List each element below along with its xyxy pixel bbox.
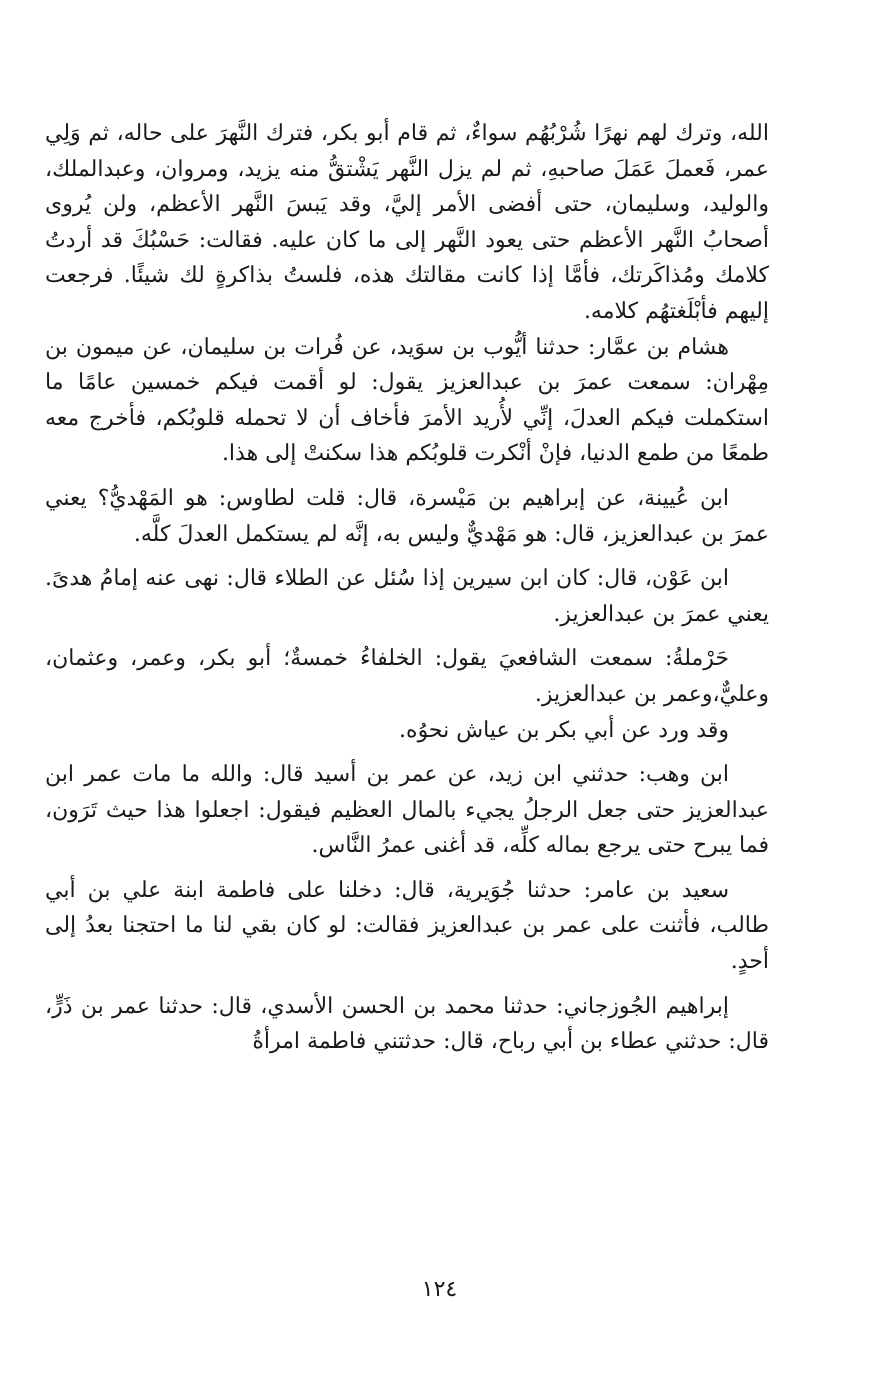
paragraph-7: ابن وهب: حدثني ابن زيد، عن عمر بن أسيد قال: والله ما مات عمر ابن عبدالعزيز حتى جعل الرجلُ يجيء بالمال العظيم فيقول: اجعلوا هذا حيث تَرَون، فما يبرح حتى يرجع بماله كلِّه، قد أغنى عمرُ النَّاس. <box>45 762 769 859</box>
paragraph-9: إبراهيم الجُوزجاني: حدثنا محمد بن الحسن الأسدي، قال: حدثنا عمر بن ذَرٍّ، قال: حدثني عطاء بن أبي رباح، قال: حدثتني فاطمة امرأةُ <box>45 993 769 1055</box>
paragraph-2: هشام بن عمَّار: حدثنا أيُّوب بن سوَيد، عن فُرات بن سليمان، عن ميمون بن مِهْران: سمعت عمرَ بن عبدالعزيز يقول: لو أقمت فيكم خمسين عامًا ما استكملت فيكم العدلَ، إنِّي لأُريد الأمرَ فأخاف أن لا تحمله قلوبُكم، فأخرج معه طمعًا من طمع الدنيا، فإنْ أنْكرت قلوبُكم هذا سكنتْ إلى هذا. <box>45 334 769 467</box>
paragraph-4: ابن عَوْن، قال: كان ابن سيرين إذا سُئل عن الطلاء قال: نهى عنه إمامُ هدىً. يعني عمرَ بن عبدالعزيز. <box>45 566 769 627</box>
body-text <box>45 116 769 1060</box>
page-number: ١٢٤ <box>421 1277 458 1302</box>
paragraph-1: الله، وترك لهم نهرًا شُرْبُهُم سواءٌ، ثم قام أبو بكر، فترك النَّهرَ على حاله، ثم وَلِي عمر، فَعملَ عَمَلَ صاحبهِ، ثم لم يزل النَّهر يَشْتقُّ منه يزيد، ومروان، وعبدالملك، والوليد، وسليمان، حتى أفضى الأمر إليَّ، وقد يَبسَ النَّهر الأعظم، ولن يُروى أصحابُ النَّهر الأعظم حتى يعود النَّهر إلى ما كان عليه. فقالت: حَسْبُكَ قد أردتُ كلامك ومُذاكَرتك، فأمَّا إذا كانت مقالتك هذه، فلستُ بذاكرةٍ لك شيئًا. فرجعت إليهم فأبْلَغتهُم كلامه. <box>45 121 769 324</box>
paragraph-8: سعيد بن عامر: حدثنا جُوَيرية، قال: دخلنا على فاطمة ابنة علي بن أبي طالب، فأثنت على عمر بن عبدالعزيز فقالت: لو كان بقي لنا ما احتجنا بعدُ إلى أحدٍ. <box>45 877 769 975</box>
paragraph-6: وقد ورد عن أبي بكر بن عياش نحوُه. <box>399 717 729 743</box>
paragraph-5: حَرْملةُ: سمعت الشافعيَ يقول: الخلفاءُ خمسةٌ؛ أبو بكر، وعمر، وعثمان، وعليٌّ،وعمر بن عبدالعزيز. <box>45 646 769 707</box>
paragraph-3: ابن عُيينة، عن إبراهيم بن مَيْسرة، قال: قلت لطاوس: هو المَهْديُّ؟ يعني عمرَ بن عبدالعزيز، قال: هو مَهْديٌّ وليس به، إنَّه لم يستكمل العدلَ كلَّه. <box>45 485 769 547</box>
